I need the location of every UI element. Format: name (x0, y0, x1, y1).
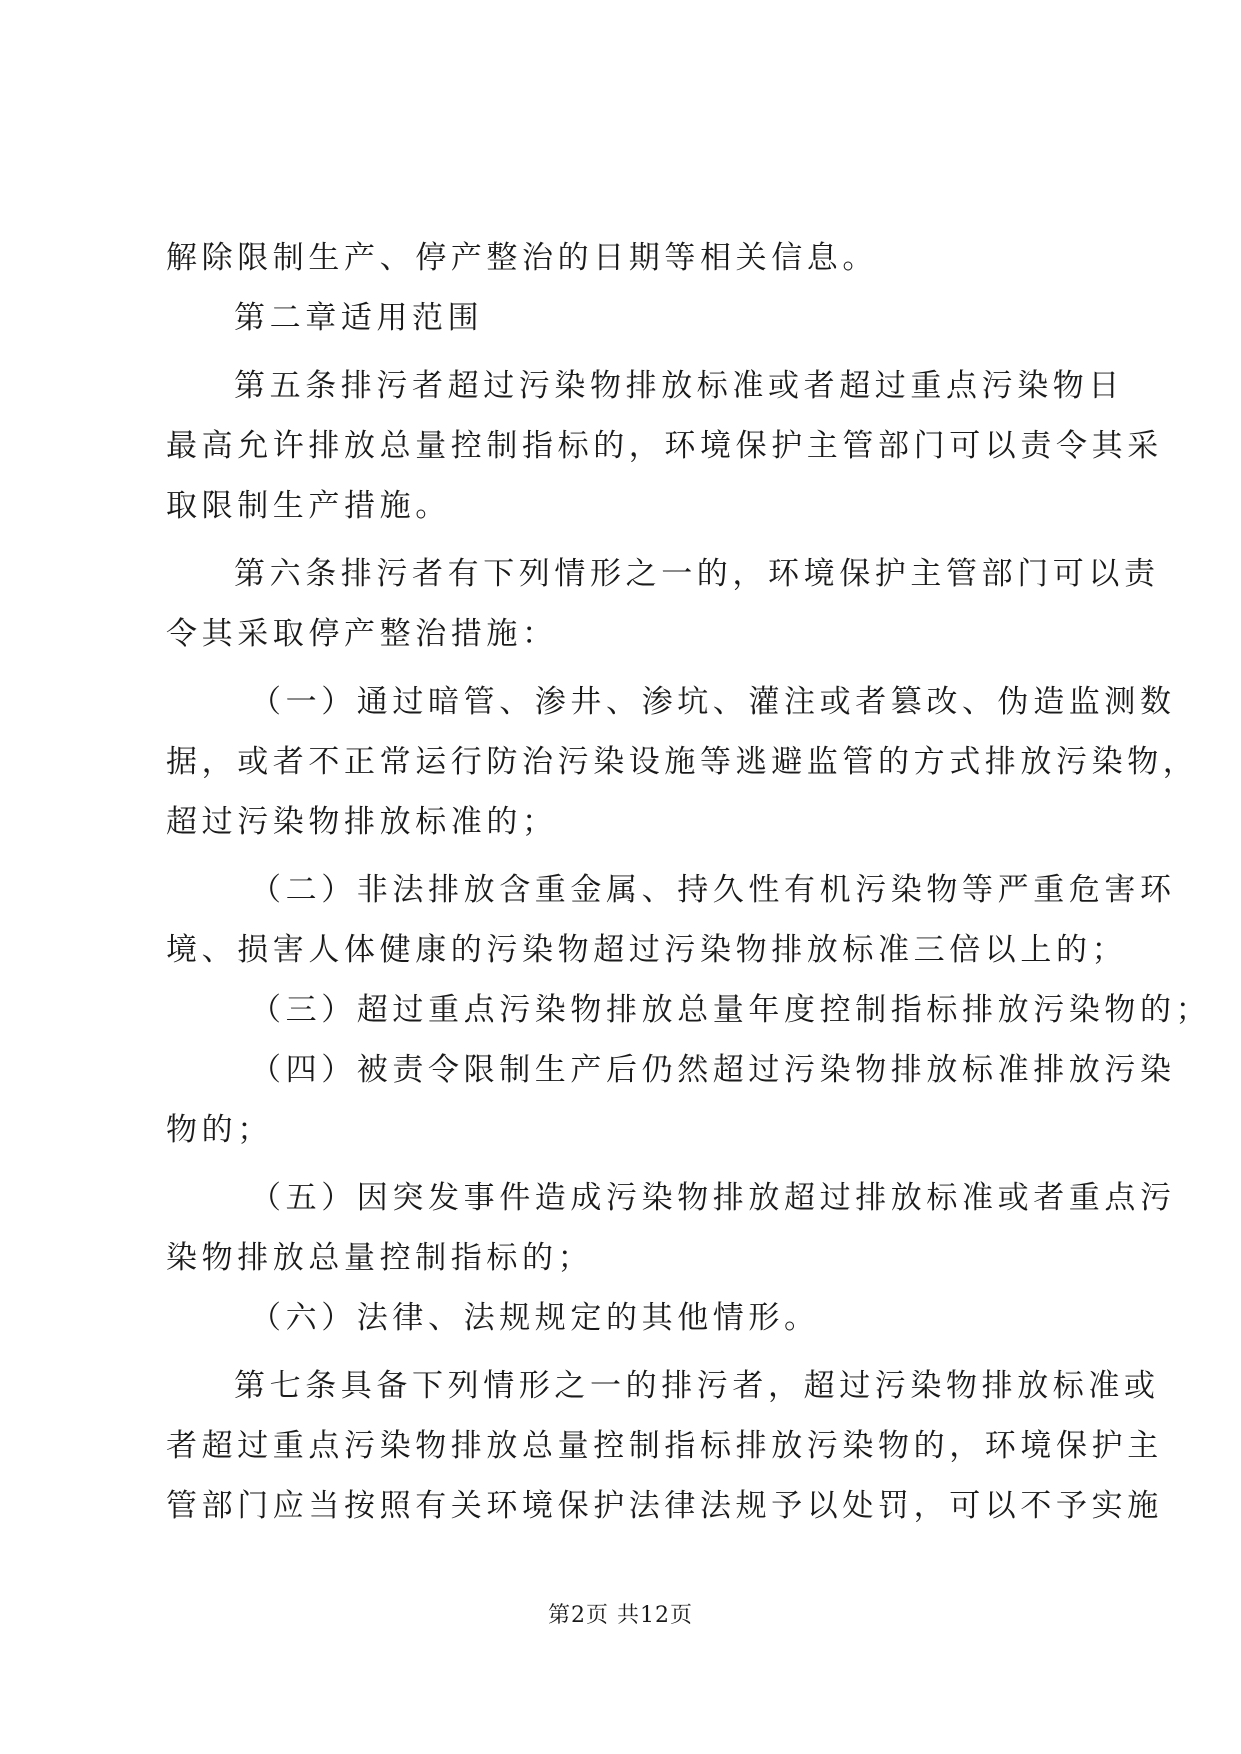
document-body (166, 228, 1212, 1536)
clause-1-line: 据，或者不正常运行防治污染设施等逃避监管的方式排放污染物， (166, 744, 1199, 780)
clause-5-line: 染物排放总量控制指标的； (166, 1240, 594, 1276)
clause-2-line: （二）非法排放含重金属、持久性有机污染物等严重危害环 (250, 872, 1176, 908)
clause-2-line: 境、损害人体健康的污染物超过污染物排放标准三倍以上的； (166, 932, 1128, 968)
article-5-line: 最高允许排放总量控制指标的，环境保护主管部门可以责令其采 (166, 428, 1163, 464)
page-number-footer: 第2页 共12页 (548, 1603, 693, 1628)
article-7-line: 管部门应当按照有关环境保护法律法规予以处罚，可以不予实施 (166, 1488, 1163, 1524)
article-5-line: 第五条排污者超过污染物排放标准或者超过重点污染物日 (234, 368, 1124, 404)
clause-4-line: （四）被责令限制生产后仍然超过污染物排放标准排放污染 (250, 1052, 1176, 1088)
clause-3-line: （三）超过重点污染物排放总量年度控制指标排放污染物的； (250, 992, 1212, 1028)
article-5-line: 取限制生产措施。 (166, 488, 451, 524)
clause-4-line: 物的； (166, 1112, 273, 1148)
article-6-line: 第六条排污者有下列情形之一的，环境保护主管部门可以责 (234, 556, 1160, 592)
clause-6-line: （六）法律、法规规定的其他情形。 (250, 1300, 820, 1336)
article-7-line: 第七条具备下列情形之一的排污者，超过污染物排放标准或 (234, 1368, 1160, 1404)
article-6-line: 令其采取停产整治措施： (166, 616, 558, 652)
body-line: 解除限制生产、停产整治的日期等相关信息。 (166, 240, 878, 276)
chapter-heading: 第二章适用范围 (234, 300, 484, 336)
article-7-line: 者超过重点污染物排放总量控制指标排放污染物的，环境保护主 (166, 1428, 1163, 1464)
clause-5-line: （五）因突发事件造成污染物排放超过排放标准或者重点污 (250, 1180, 1176, 1216)
clause-1-line: （一）通过暗管、渗井、渗坑、灌注或者篡改、伪造监测数 (250, 684, 1176, 720)
clause-1-line: 超过污染物排放标准的； (166, 804, 558, 840)
